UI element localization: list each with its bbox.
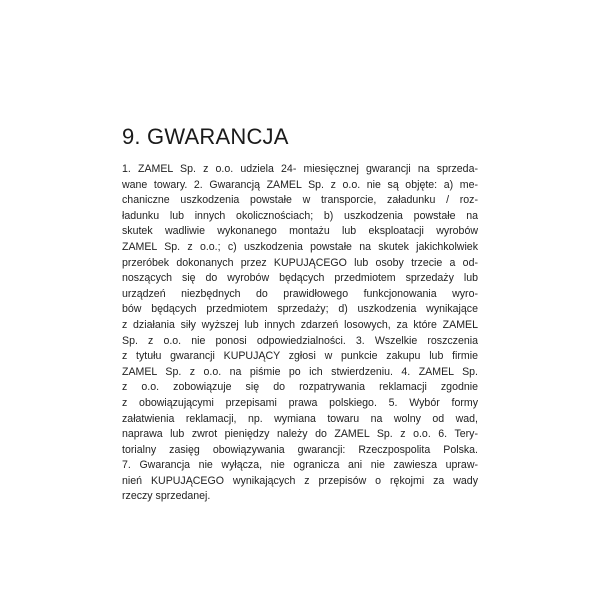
text-line: skutek wadliwie wykonanego montażu lub eksploatacji wyrobów bbox=[122, 225, 478, 238]
text-line: 7. Gwarancja nie wyłącza, nie ogranicza ani nie zawiesza upraw- bbox=[122, 459, 478, 472]
text-line: urządzeń niezbędnych do prawidłowego funkcjonowania wyro- bbox=[122, 287, 478, 300]
warranty-text bbox=[122, 162, 478, 505]
text-line: wane towary. 2. Gwarancją ZAMEL Sp. z o.o. nie są objęte: a) me- bbox=[122, 178, 478, 191]
text-line: z obowiązującymi przepisami prawa polskiego. 5. Wybór formy bbox=[122, 396, 478, 409]
text-line: Sp. z o.o. nie ponosi odpowiedzialności. 3. Wszelkie roszczenia bbox=[122, 334, 478, 347]
text-line: bów będących przedmiotem sprzedaży; d) uszkodzenia wynikające bbox=[122, 303, 478, 316]
text-line: ładunku lub innych okolicznościach; b) uszkodzenia powstałe na bbox=[122, 209, 478, 222]
text-line: załatwienia reklamacji, np. wymiana towaru na wolny od wad, bbox=[122, 412, 478, 425]
text-line: ZAMEL Sp. z o.o.; c) uszkodzenia powstałe na skutek jakichkolwiek bbox=[122, 240, 478, 253]
text-line: torialny zasięg obowiązywania gwarancji: Rzeczpospolita Polska. bbox=[122, 443, 478, 456]
text-line: chaniczne uszkodzenia powstałe w transporcie, załadunku / roz- bbox=[122, 194, 478, 207]
text-line: przeróbek dokonanych przez KUPUJĄCEGO lub osoby trzecie a od- bbox=[122, 256, 478, 269]
text-line: noszących się do wyrobów będących przedmiotem sprzedaży lub bbox=[122, 272, 478, 285]
text-line: naprawa lub zwrot pieniędzy należy do ZAMEL Sp. z o.o. 6. Tery- bbox=[122, 428, 478, 441]
warranty-section bbox=[122, 124, 478, 505]
section-heading: 9. GWARANCJA bbox=[122, 124, 289, 149]
text-line: rzeczy sprzedanej. bbox=[122, 490, 211, 503]
text-line: nień KUPUJĄCEGO wynikających z przepisów o rękojmi za wady bbox=[122, 474, 478, 487]
text-line: z działania siły wyższej lub innych zdarzeń losowych, za które ZAMEL bbox=[122, 318, 478, 331]
text-line: ZAMEL Sp. z o.o. na piśmie po ich stwierdzeniu. 4. ZAMEL Sp. bbox=[122, 365, 478, 378]
text-line: z tytułu gwarancji KUPUJĄCY zgłosi w punkcie zakupu lub firmie bbox=[122, 350, 478, 363]
text-line: z o.o. zobowiązuje się do rozpatrywania reklamacji zgodnie bbox=[122, 381, 478, 394]
text-line: 1. ZAMEL Sp. z o.o. udziela 24- miesięcznej gwarancji na sprzeda- bbox=[122, 163, 478, 175]
